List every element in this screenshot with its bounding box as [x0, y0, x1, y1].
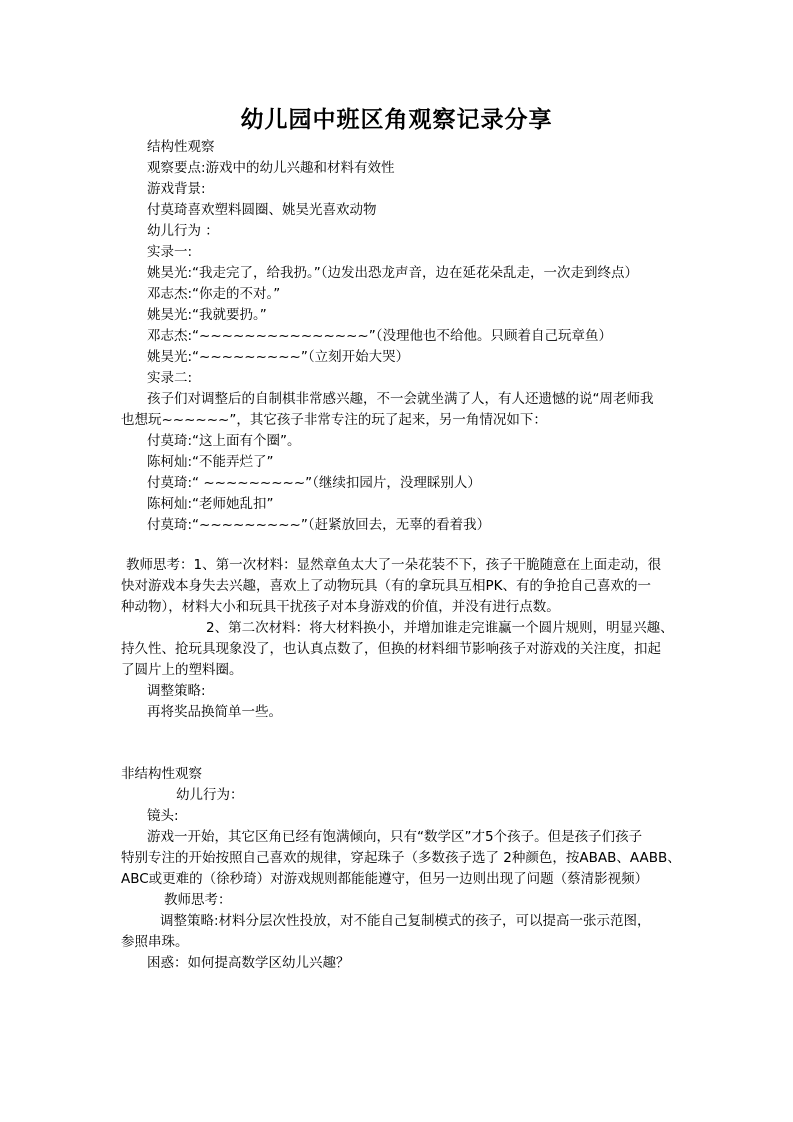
dialogue-line: 付莫琦:“这上面有个圈”。: [147, 433, 301, 449]
teacher-reflection-label: 教师思考：: [164, 892, 232, 908]
dialogue-line: 陈柯灿:“不能弄烂了”: [147, 454, 274, 470]
dialogue-line: 姚昊光:“我就要扔。”: [147, 307, 267, 323]
teacher-reflection-line: 快对游戏本身失去兴趣，喜欢上了动物玩具（有的拿玩具互相PK、有的争抢自己喜欢的一: [121, 578, 651, 594]
paragraph-line: 孩子们对调整后的自制棋非常感兴趣，不一会就坐满了人，有人还遗憾的说“周老师我: [147, 391, 654, 407]
adjustment-strategy-line: 调整策略:材料分层次性投放，对不能自己复制模式的孩子，可以提高一张示范图，: [160, 913, 651, 929]
adjustment-strategy-line: 参照串珠。: [121, 934, 189, 950]
dialogue-line: 陈柯灿:“老师她乱扣”: [147, 496, 274, 512]
dialogue-line: 邓志杰:“~~~~~~~~~~~~~~~”（没理他也不给他。只顾着自己玩章鱼）: [147, 328, 612, 344]
paragraph-line: 特别专注的开始按照自己喜欢的规律，穿起珠子（多数孩子选了 2种颜色，按ABAB、AABB、: [121, 850, 681, 866]
paragraph-line: 也想玩~~~~~~”，其它孩子非常专注的玩了起来，另一角情况如下：: [121, 412, 547, 428]
teacher-reflection-line: 种动物），材料大小和玩具干扰孩子对本身游戏的价值，并没有进行点数。: [121, 599, 560, 615]
dialogue-line: 姚昊光:“我走完了，给我扔。”（边发出恐龙声音，边在延花朵乱走，一次走到终点）: [147, 265, 639, 281]
document-title: 幼儿园中班区角观察记录分享: [240, 106, 553, 133]
question-line: 困惑：如何提高数学区幼儿兴趣？: [147, 955, 350, 971]
adjustment-strategy-label: 调整策略:: [147, 683, 206, 699]
section-heading-structured: 结构性观察: [147, 139, 215, 155]
teacher-reflection-line: 持久性、抢玩具现象没了，也认真点数了，但换的材料细节影响孩子对游戏的关注度，扣起: [121, 641, 661, 657]
teacher-reflection-line: 教师思考：1、第一次材料：显然章鱼太大了一朵花装不下，孩子干脆随意在上面走动，很: [126, 557, 662, 573]
observation-focus: 观察要点:游戏中的幼儿兴趣和材料有效性: [147, 160, 395, 176]
adjustment-strategy-text: 再将奖品换简单一些。: [147, 704, 282, 720]
teacher-reflection-line: 2、第二次材料：将大材料换小，并增加谁走完谁赢一个圆片规则，明显兴趣、: [206, 620, 674, 636]
dialogue-line: 付莫琦:“ ~~~~~~~~~”（继续扣园片，没理睬别人）: [147, 475, 481, 491]
game-background-text: 付莫琦喜欢塑料圆圈、姚昊光喜欢动物: [147, 202, 377, 218]
child-behavior-label: 幼儿行为 ：: [147, 223, 219, 239]
record-one-label: 实录一:: [147, 244, 193, 260]
dialogue-line: 付莫琦:“~~~~~~~~~”（赶紧放回去，无辜的看着我）: [147, 517, 491, 533]
record-two-label: 实录二:: [147, 370, 193, 386]
game-background-label: 游戏背景:: [147, 181, 206, 197]
section-heading-unstructured: 非结构性观察: [121, 766, 202, 782]
dialogue-line: 姚昊光:“~~~~~~~~~”（立刻开始大哭）: [147, 349, 410, 365]
child-behavior-label: 幼儿行为：: [176, 787, 244, 803]
paragraph-line: 游戏一开始，其它区角已经有饱满倾向，只有“数学区”才5个孩子。但是孩子们孩子: [147, 829, 643, 845]
dialogue-line: 邓志杰:“你走的不对。”: [147, 286, 281, 302]
paragraph-line: ABC或更难的（徐秒琦）对游戏规则都能能遵守，但另一边则出现了问题（蔡清影视频）: [121, 871, 649, 887]
scene-label: 镜头:: [147, 808, 179, 824]
teacher-reflection-line: 了圆片上的塑料圈。: [121, 662, 243, 678]
